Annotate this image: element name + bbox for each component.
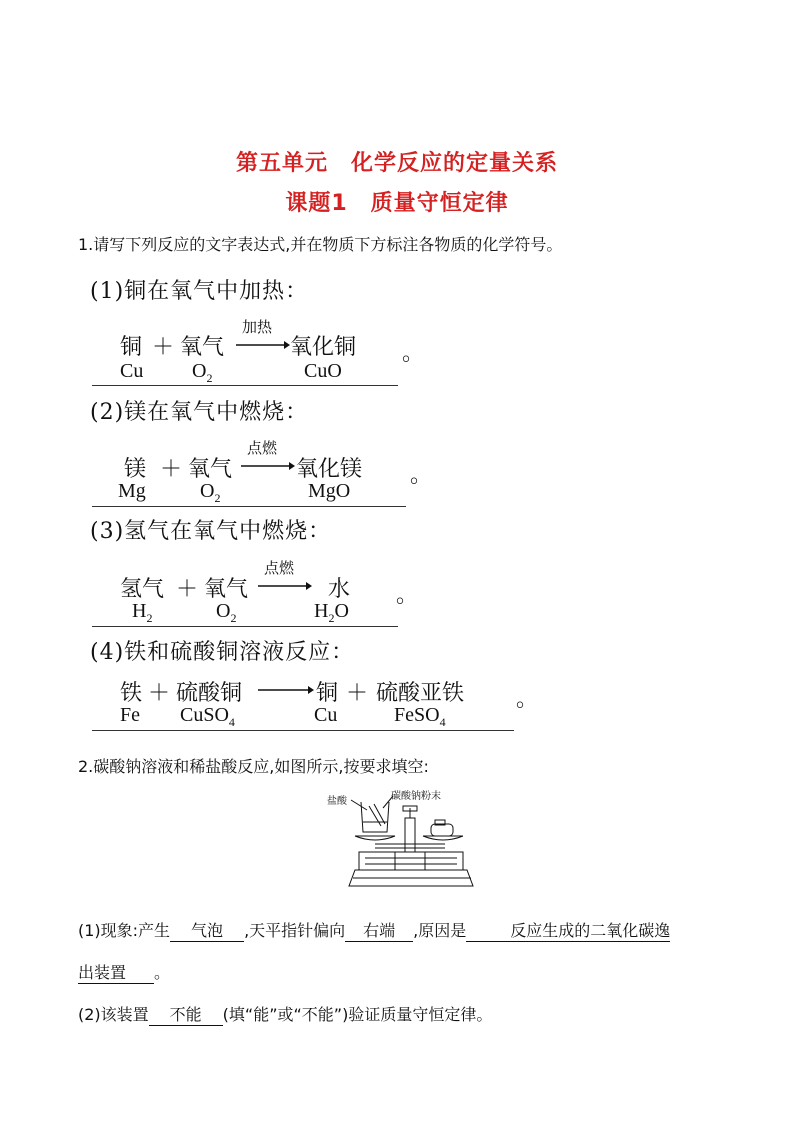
q1-item2-underline: [92, 506, 406, 507]
q1-item2-symbol-r1: Mg: [118, 480, 146, 502]
q1-item3-plus: ＋: [176, 577, 199, 602]
q1-item2-period: 。: [410, 463, 433, 488]
blank-reason-part2[interactable]: 出装置: [78, 960, 154, 984]
q1-item2-label: (2)镁在氧气中燃烧：: [90, 400, 309, 425]
q1-item1-arrow: [236, 340, 290, 350]
q1-item3-product1: 水: [328, 577, 351, 602]
q1-item4-plus: ＋: [148, 681, 171, 706]
figure-label-hcl: 盐酸: [327, 796, 347, 807]
q1-item4-product1: 铜: [316, 681, 339, 706]
q1-item1-label: (1)铜在氧气中加热：: [90, 279, 309, 304]
q2-stem: 2.碳酸钠溶液和稀盐酸反应,如图所示,按要求填空:: [78, 757, 429, 776]
q1-item3-symbol-r1: $H_2$: [132, 600, 153, 625]
q1-item4-symbol-r1: Fe: [120, 704, 140, 726]
q2-p1-line1: (1)现象:产生 气泡 ,天平指针偏向 右端 ,原因是 反应生成的二氧化碳逸: [78, 918, 670, 942]
blank-phenomenon[interactable]: 气泡: [170, 918, 244, 942]
balance-figure: [325, 788, 475, 890]
q1-item4-period: 。: [516, 687, 539, 712]
q1-item4-label: (4)铁和硫酸铜溶液反应：: [90, 640, 355, 665]
blank-reason-part1[interactable]: 反应生成的二氧化碳逸: [466, 918, 670, 942]
q1-item4-underline: [92, 730, 514, 731]
q1-item3-arrow: [258, 581, 312, 591]
q1-item1-period: 。: [402, 341, 425, 366]
balance-drawing: [325, 788, 475, 890]
q1-item3-symbol-r2: $O_2$: [216, 600, 237, 625]
q2-p2-line: (2)该装置 不能 (填“能”或“不能”)验证质量守恒定律。: [78, 1002, 492, 1026]
q1-item4-symbol-r2: CuSO$_4$: [180, 704, 235, 729]
q1-item4-reactant2: 硫酸铜: [176, 681, 243, 706]
q1-item4-arrow: [258, 685, 314, 695]
figure-label-na2co3: 碳酸钠粉末: [391, 791, 441, 802]
q1-item3-condition: 点燃: [264, 559, 295, 577]
blank-can-verify[interactable]: 不能: [149, 1002, 223, 1026]
unit-title: 第五单元 化学反应的定量关系: [235, 151, 558, 176]
q1-item1-reactant2: 氧气: [180, 335, 225, 360]
q1-item1-symbol-r2: $O_2$: [192, 360, 213, 385]
q1-item1-underline: [92, 385, 398, 386]
q1-item1-product1: 氧化铜: [290, 335, 357, 360]
q1-item3-label: (3)氢气在氧气中燃烧：: [90, 519, 332, 544]
q1-item3-underline: [92, 626, 398, 627]
q2-p1-line2: 出装置 。: [78, 960, 170, 984]
q1-item2-symbol-r2: $O_2$: [200, 480, 221, 505]
lesson-title: 课题1 质量守恒定律: [285, 191, 509, 216]
q1-item3-symbol-p1: $H_2O$: [314, 600, 349, 625]
q1-item1-symbol-p1: CuO: [304, 360, 342, 382]
q1-item4-plus2: ＋: [346, 681, 369, 706]
q1-item2-product1: 氧化镁: [296, 457, 363, 482]
q1-item2-condition: 点燃: [247, 439, 278, 457]
q1-item2-symbol-p1: MgO: [308, 480, 351, 502]
blank-pointer-direction[interactable]: 右端: [345, 918, 413, 942]
q1-item1-condition: 加热: [242, 318, 273, 336]
q1-item4-product2: 硫酸亚铁: [376, 681, 465, 706]
q1-item3-reactant2: 氧气: [204, 577, 249, 602]
q1-item1-reactant1: 铜: [120, 335, 143, 360]
q1-item4-symbol-p2: FeSO$_4$: [394, 704, 446, 729]
q1-item1-symbol-r1: Cu: [120, 360, 144, 382]
q1-item3-reactant1: 氢气: [120, 577, 165, 602]
q1-item4-reactant1: 铁: [120, 681, 143, 706]
q1-item4-symbol-p1: Cu: [314, 704, 338, 726]
q1-item2-plus: ＋: [160, 457, 183, 482]
q1-stem: 1.请写下列反应的文字表达式,并在物质下方标注各物质的化学符号。: [78, 235, 563, 254]
q1-item3-period: 。: [396, 583, 419, 608]
q1-item2-reactant2: 氧气: [188, 457, 233, 482]
q1-item2-reactant1: 镁: [124, 457, 147, 482]
q1-item2-arrow: [241, 461, 295, 471]
q1-item1-plus: ＋: [152, 335, 175, 360]
